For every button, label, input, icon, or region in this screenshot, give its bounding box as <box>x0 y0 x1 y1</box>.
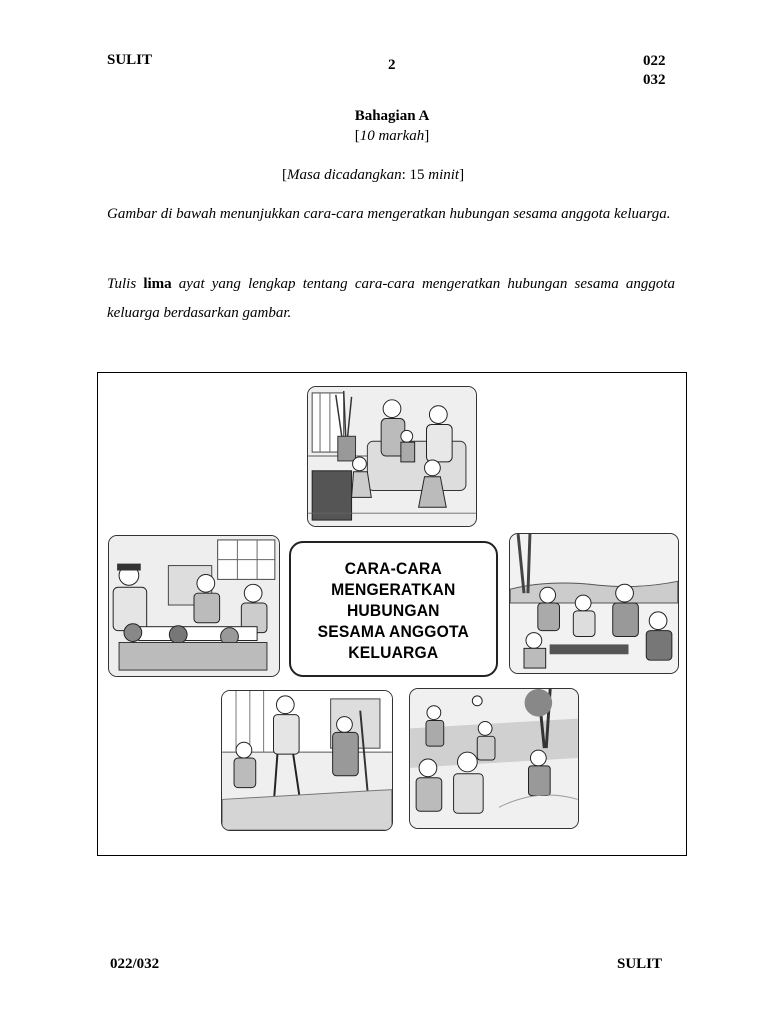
footer-sulit-label: SULIT <box>617 956 663 972</box>
dining-drawing <box>109 536 279 676</box>
living-room-drawing <box>308 387 476 526</box>
instruction-paragraph-1: Gambar di bawah menunjukkan cara-cara mengeratkan hubungan sesama anggota keluarga. <box>107 206 671 222</box>
instruction-prefix: Tulis <box>107 276 144 292</box>
instruction-body: ayat yang lengkap tentang cara-cara mengeratkan hubungan sesama anggota keluarga berdasarkan gambar. <box>107 276 675 321</box>
time-unit: minit <box>428 167 460 183</box>
picnic-drawing <box>510 534 678 673</box>
instruction-emphasis: lima <box>143 276 172 292</box>
time-label: Masa dicadangkan <box>287 167 402 183</box>
illustration-family-living-room <box>307 386 477 527</box>
center-line-5: KELUARGA <box>348 642 439 662</box>
time-value: : 15 <box>401 167 429 183</box>
footer-paper-code: 022/032 <box>110 956 160 972</box>
center-line-1: CARA-CARA <box>344 558 443 578</box>
instruction-paragraph-2 <box>107 270 675 328</box>
bracket-open: [ <box>354 128 360 144</box>
figure-center-label <box>289 541 498 677</box>
center-line-4: SESAMA ANGGOTA <box>317 621 470 641</box>
bracket-close: ] <box>459 167 465 183</box>
header-paper-code <box>643 52 666 90</box>
header-sulit-label: SULIT <box>107 52 153 68</box>
illustration-family-dining <box>108 535 280 677</box>
cleaning-drawing <box>222 691 392 830</box>
center-line-3: HUBUNGAN <box>347 600 440 620</box>
header-code-line2: 032 <box>643 72 666 88</box>
playing-drawing <box>410 689 578 828</box>
figure-center-text <box>318 556 469 663</box>
illustration-family-cleaning <box>221 690 393 831</box>
illustration-family-picnic <box>509 533 679 674</box>
illustration-family-playing <box>409 688 579 829</box>
figure-box <box>97 372 687 856</box>
header-code-line1: 022 <box>643 53 666 69</box>
suggested-time <box>282 167 464 184</box>
section-marks <box>0 128 768 145</box>
page-number: 2 <box>388 57 396 73</box>
center-line-2: MENGERATKAN <box>331 579 456 599</box>
section-title: Bahagian A <box>354 108 430 124</box>
marks-text: 10 markah <box>359 128 425 144</box>
bracket-open: [ <box>282 167 287 183</box>
bracket-close: ] <box>424 128 430 144</box>
